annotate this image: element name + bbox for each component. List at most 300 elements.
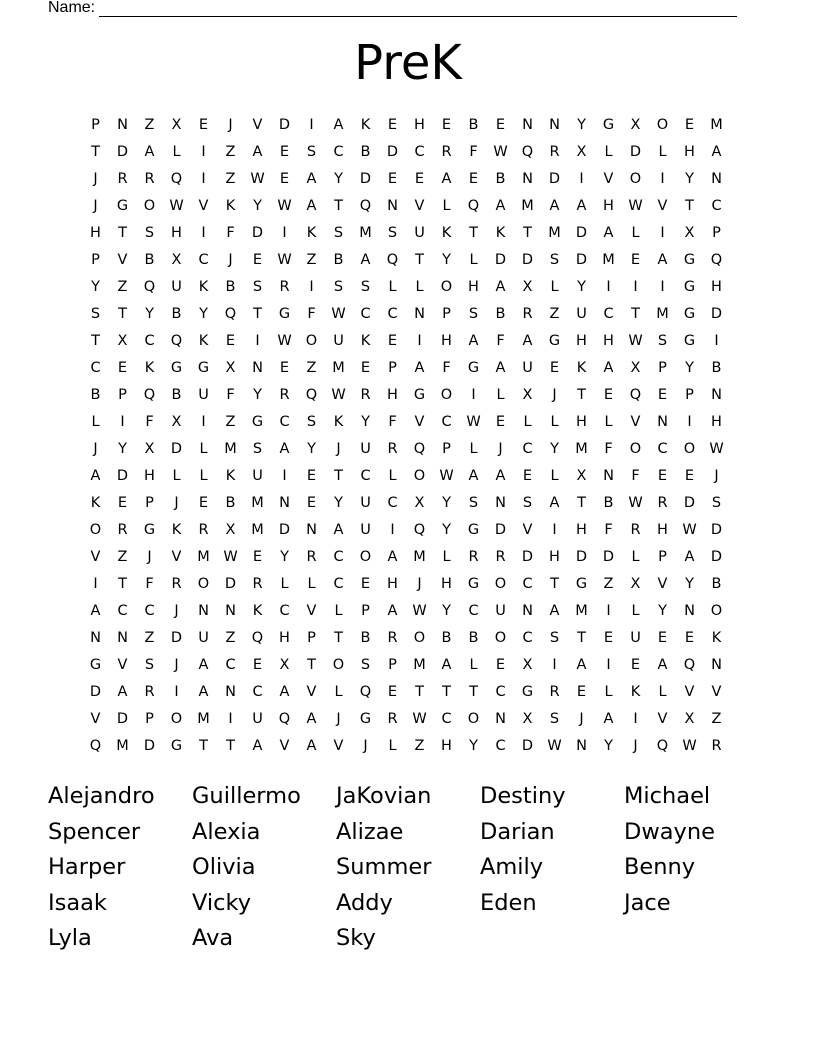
grid-letter: V bbox=[279, 737, 290, 754]
grid-letter: H bbox=[603, 197, 614, 214]
grid-letter: L bbox=[631, 548, 640, 565]
grid-letter: E bbox=[441, 116, 452, 133]
grid-letter: B bbox=[441, 629, 452, 646]
grid-letter: L bbox=[604, 143, 613, 160]
grid-letter: A bbox=[144, 143, 155, 160]
grid-letter: E bbox=[657, 629, 668, 646]
grid-letter: N bbox=[90, 629, 101, 646]
grid-letter: L bbox=[91, 413, 100, 430]
grid-letter: T bbox=[469, 224, 478, 241]
grid-letter: I bbox=[255, 332, 260, 349]
grid-letter: R bbox=[117, 521, 128, 538]
grid-letter: T bbox=[523, 224, 532, 241]
grid-letter: B bbox=[711, 575, 722, 592]
grid-letter: O bbox=[494, 575, 507, 592]
grid-letter: X bbox=[630, 575, 641, 592]
grid-letter: L bbox=[172, 143, 181, 160]
grid-letter: Y bbox=[550, 440, 559, 457]
word-list-item: Spencer bbox=[48, 818, 141, 845]
grid-letter: F bbox=[604, 440, 613, 457]
grid-letter: Q bbox=[413, 521, 426, 538]
grid-letter: E bbox=[387, 116, 398, 133]
grid-letter: N bbox=[198, 602, 209, 619]
grid-letter: M bbox=[359, 224, 372, 241]
grid-letter: L bbox=[442, 197, 451, 214]
grid-letter: E bbox=[495, 116, 506, 133]
grid-letter: Z bbox=[711, 710, 722, 727]
letter-grid bbox=[82, 111, 730, 759]
grid-letter: Q bbox=[359, 683, 372, 700]
grid-letter: R bbox=[549, 143, 560, 160]
grid-letter: A bbox=[252, 737, 263, 754]
grid-letter: R bbox=[387, 440, 398, 457]
grid-letter: A bbox=[603, 710, 614, 727]
grid-letter: F bbox=[226, 386, 235, 403]
grid-letter: D bbox=[575, 548, 588, 565]
grid-letter: C bbox=[360, 305, 371, 322]
grid-letter: A bbox=[306, 710, 317, 727]
grid-letter: H bbox=[441, 737, 452, 754]
grid-letter: Q bbox=[683, 656, 696, 673]
grid-letter: G bbox=[683, 332, 696, 349]
grid-letter: E bbox=[576, 683, 587, 700]
grid-letter: S bbox=[333, 224, 344, 241]
grid-letter: A bbox=[198, 656, 209, 673]
grid-letter: C bbox=[603, 305, 614, 322]
grid-letter: E bbox=[117, 494, 128, 511]
grid-letter: I bbox=[606, 278, 611, 295]
grid-letter: R bbox=[117, 170, 128, 187]
grid-letter: C bbox=[441, 710, 452, 727]
grid-letter: Z bbox=[225, 413, 236, 430]
grid-letter: Z bbox=[144, 116, 155, 133]
grid-letter: N bbox=[657, 413, 668, 430]
grid-letter: Q bbox=[467, 197, 480, 214]
grid-letter: C bbox=[279, 602, 290, 619]
grid-letter: Z bbox=[414, 737, 425, 754]
grid-letter: J bbox=[498, 440, 503, 457]
grid-letter: E bbox=[549, 359, 560, 376]
grid-letter: V bbox=[414, 197, 425, 214]
word-list-item: Destiny bbox=[480, 783, 566, 809]
grid-letter: C bbox=[90, 359, 101, 376]
word-list-item: Jace bbox=[624, 889, 671, 916]
grid-letter: L bbox=[604, 413, 613, 430]
grid-letter: A bbox=[198, 683, 209, 700]
grid-letter: X bbox=[522, 386, 533, 403]
grid-letter: U bbox=[198, 629, 209, 646]
grid-letter: J bbox=[552, 386, 557, 403]
grid-letter: T bbox=[334, 197, 343, 214]
grid-letter: A bbox=[306, 197, 317, 214]
grid-letter: Y bbox=[361, 413, 370, 430]
grid-letter: O bbox=[413, 467, 426, 484]
grid-letter: S bbox=[522, 494, 533, 511]
grid-letter: Q bbox=[710, 251, 723, 268]
grid-letter: U bbox=[522, 359, 533, 376]
grid-letter: Z bbox=[306, 251, 317, 268]
grid-letter: T bbox=[577, 494, 586, 511]
grid-letter: G bbox=[359, 710, 372, 727]
grid-letter: A bbox=[549, 197, 560, 214]
word-list-item: Alizae bbox=[336, 818, 404, 845]
grid-letter: A bbox=[468, 332, 479, 349]
grid-letter: W bbox=[466, 413, 481, 430]
grid-letter: X bbox=[171, 251, 182, 268]
grid-letter: O bbox=[710, 602, 723, 619]
grid-letter: J bbox=[714, 467, 719, 484]
grid-letter: Q bbox=[278, 710, 291, 727]
grid-letter: S bbox=[90, 305, 101, 322]
grid-letter: W bbox=[412, 602, 427, 619]
grid-letter: S bbox=[306, 413, 317, 430]
grid-letter: D bbox=[494, 251, 507, 268]
grid-letter: O bbox=[170, 710, 183, 727]
grid-letter: H bbox=[711, 278, 722, 295]
grid-letter: H bbox=[144, 467, 155, 484]
grid-letter: P bbox=[361, 602, 370, 619]
grid-letter: B bbox=[360, 629, 371, 646]
grid-letter: P bbox=[712, 224, 721, 241]
grid-letter: S bbox=[711, 494, 722, 511]
grid-letter: K bbox=[711, 629, 722, 646]
grid-letter: Y bbox=[91, 278, 100, 295]
grid-letter: P bbox=[685, 386, 694, 403]
grid-letter: D bbox=[386, 143, 399, 160]
grid-letter: D bbox=[116, 467, 129, 484]
grid-letter: H bbox=[549, 548, 560, 565]
grid-letter: F bbox=[496, 332, 505, 349]
grid-letter: D bbox=[170, 440, 183, 457]
grid-letter: S bbox=[144, 656, 155, 673]
grid-letter: I bbox=[633, 278, 638, 295]
grid-letter: N bbox=[549, 116, 560, 133]
grid-letter: K bbox=[198, 278, 209, 295]
grid-letter: J bbox=[579, 710, 584, 727]
grid-letter: M bbox=[413, 656, 426, 673]
grid-letter: D bbox=[89, 683, 102, 700]
grid-letter: O bbox=[629, 440, 642, 457]
grid-letter: E bbox=[252, 251, 263, 268]
grid-letter: G bbox=[413, 386, 426, 403]
grid-letter: V bbox=[117, 656, 128, 673]
grid-letter: T bbox=[550, 575, 559, 592]
grid-letter: B bbox=[333, 251, 344, 268]
grid-letter: G bbox=[170, 359, 183, 376]
grid-letter: G bbox=[467, 575, 480, 592]
grid-letter: Y bbox=[334, 170, 343, 187]
grid-letter: V bbox=[603, 170, 614, 187]
grid-letter: W bbox=[223, 548, 238, 565]
grid-letter: V bbox=[414, 413, 425, 430]
grid-letter: M bbox=[332, 359, 345, 376]
grid-letter: W bbox=[682, 521, 697, 538]
grid-letter: R bbox=[198, 521, 209, 538]
word-list-item: Ava bbox=[192, 925, 234, 951]
grid-letter: U bbox=[576, 305, 587, 322]
grid-letter: I bbox=[633, 710, 638, 727]
grid-letter: G bbox=[197, 359, 210, 376]
grid-letter: B bbox=[468, 116, 479, 133]
grid-letter: V bbox=[252, 116, 263, 133]
grid-letter: T bbox=[118, 224, 127, 241]
grid-letter: A bbox=[603, 224, 614, 241]
grid-letter: H bbox=[468, 278, 479, 295]
grid-letter: U bbox=[495, 602, 506, 619]
grid-letter: P bbox=[388, 656, 397, 673]
grid-letter: F bbox=[145, 575, 154, 592]
word-list-item: Michael bbox=[624, 783, 711, 809]
grid-letter: U bbox=[360, 440, 371, 457]
grid-letter: T bbox=[199, 737, 208, 754]
grid-letter: I bbox=[309, 278, 314, 295]
grid-letter: Y bbox=[442, 494, 451, 511]
grid-letter: I bbox=[228, 710, 233, 727]
grid-letter: Y bbox=[253, 386, 262, 403]
grid-letter: E bbox=[387, 683, 398, 700]
grid-letter: S bbox=[360, 656, 371, 673]
grid-letter: T bbox=[91, 332, 100, 349]
grid-letter: I bbox=[201, 143, 206, 160]
grid-letter: C bbox=[387, 305, 398, 322]
grid-letter: L bbox=[199, 467, 208, 484]
word-list-item: Isaak bbox=[48, 889, 107, 916]
grid-letter: E bbox=[252, 548, 263, 565]
grid-letter: E bbox=[495, 656, 506, 673]
grid-letter: L bbox=[631, 224, 640, 241]
grid-letter: S bbox=[468, 494, 479, 511]
grid-letter: M bbox=[116, 737, 129, 754]
grid-letter: V bbox=[306, 683, 317, 700]
grid-letter: X bbox=[171, 413, 182, 430]
grid-letter: G bbox=[143, 521, 156, 538]
grid-letter: H bbox=[279, 629, 290, 646]
grid-letter: I bbox=[687, 413, 692, 430]
grid-letter: D bbox=[629, 143, 642, 160]
grid-letter: I bbox=[606, 656, 611, 673]
grid-letter: O bbox=[413, 629, 426, 646]
grid-letter: C bbox=[333, 548, 344, 565]
grid-letter: B bbox=[603, 494, 614, 511]
grid-letter: N bbox=[279, 494, 290, 511]
grid-letter: V bbox=[171, 548, 182, 565]
grid-letter: L bbox=[172, 467, 181, 484]
grid-letter: H bbox=[441, 575, 452, 592]
grid-letter: Y bbox=[280, 548, 289, 565]
grid-letter: W bbox=[412, 710, 427, 727]
grid-letter: Y bbox=[199, 305, 208, 322]
word-list-item: Alexia bbox=[192, 818, 261, 845]
grid-letter: W bbox=[682, 737, 697, 754]
grid-letter: L bbox=[658, 683, 667, 700]
grid-letter: W bbox=[250, 170, 265, 187]
grid-letter: P bbox=[442, 305, 451, 322]
grid-letter: S bbox=[252, 278, 263, 295]
grid-letter: P bbox=[658, 359, 667, 376]
grid-letter: L bbox=[388, 467, 397, 484]
word-list-item: Vicky bbox=[192, 889, 252, 916]
grid-letter: W bbox=[628, 197, 643, 214]
grid-letter: V bbox=[306, 602, 317, 619]
grid-letter: R bbox=[279, 278, 290, 295]
grid-letter: L bbox=[442, 548, 451, 565]
grid-letter: H bbox=[387, 386, 398, 403]
grid-letter: T bbox=[577, 629, 586, 646]
grid-letter: K bbox=[225, 197, 236, 214]
grid-letter: I bbox=[579, 170, 584, 187]
grid-letter: C bbox=[279, 413, 290, 430]
grid-letter: Y bbox=[604, 737, 613, 754]
grid-letter: O bbox=[143, 197, 156, 214]
grid-letter: K bbox=[171, 521, 182, 538]
word-list-item: Amily bbox=[480, 854, 544, 880]
grid-letter: K bbox=[252, 602, 263, 619]
grid-letter: M bbox=[575, 602, 588, 619]
grid-letter: M bbox=[413, 548, 426, 565]
grid-letter: D bbox=[710, 305, 723, 322]
grid-letter: M bbox=[575, 440, 588, 457]
grid-letter: D bbox=[143, 737, 156, 754]
grid-letter: L bbox=[388, 737, 397, 754]
grid-letter: G bbox=[683, 251, 696, 268]
grid-letter: G bbox=[683, 305, 696, 322]
grid-letter: W bbox=[628, 494, 643, 511]
grid-letter: V bbox=[630, 413, 641, 430]
grid-letter: I bbox=[282, 224, 287, 241]
grid-letter: A bbox=[306, 737, 317, 754]
grid-letter: A bbox=[333, 116, 344, 133]
grid-letter: D bbox=[548, 170, 561, 187]
grid-letter: C bbox=[387, 494, 398, 511]
grid-letter: B bbox=[171, 386, 182, 403]
grid-letter: I bbox=[282, 467, 287, 484]
grid-letter: E bbox=[279, 170, 290, 187]
grid-letter: C bbox=[333, 143, 344, 160]
grid-letter: J bbox=[228, 116, 233, 133]
grid-letter: N bbox=[117, 629, 128, 646]
grid-letter: L bbox=[550, 278, 559, 295]
grid-letter: L bbox=[496, 386, 505, 403]
grid-letter: O bbox=[359, 548, 372, 565]
grid-letter: O bbox=[629, 170, 642, 187]
grid-letter: U bbox=[252, 710, 263, 727]
grid-letter: R bbox=[522, 305, 533, 322]
grid-letter: E bbox=[684, 629, 695, 646]
grid-letter: H bbox=[576, 413, 587, 430]
grid-letter: D bbox=[251, 224, 264, 241]
grid-letter: P bbox=[658, 548, 667, 565]
grid-letter: Y bbox=[577, 278, 586, 295]
grid-letter: G bbox=[602, 116, 615, 133]
grid-letter: X bbox=[522, 278, 533, 295]
grid-letter: A bbox=[279, 440, 290, 457]
grid-letter: C bbox=[198, 251, 209, 268]
word-list-item: Guillermo bbox=[192, 783, 301, 809]
grid-letter: Y bbox=[577, 116, 586, 133]
grid-letter: R bbox=[387, 629, 398, 646]
grid-letter: I bbox=[390, 521, 395, 538]
grid-letter: V bbox=[657, 575, 668, 592]
grid-letter: A bbox=[522, 332, 533, 349]
grid-letter: C bbox=[441, 413, 452, 430]
grid-letter: I bbox=[309, 116, 314, 133]
grid-letter: X bbox=[144, 440, 155, 457]
grid-letter: S bbox=[252, 440, 263, 457]
grid-letter: Q bbox=[629, 386, 642, 403]
grid-letter: E bbox=[225, 332, 236, 349]
word-list-item: Benny bbox=[624, 854, 696, 880]
word-list-item: Summer bbox=[336, 854, 432, 880]
grid-letter: M bbox=[548, 224, 561, 241]
grid-letter: T bbox=[118, 305, 127, 322]
grid-letter: O bbox=[440, 278, 453, 295]
grid-letter: T bbox=[226, 737, 235, 754]
grid-letter: G bbox=[467, 521, 480, 538]
grid-letter: E bbox=[657, 386, 668, 403]
grid-letter: J bbox=[228, 251, 233, 268]
grid-letter: E bbox=[630, 656, 641, 673]
grid-letter: N bbox=[117, 116, 128, 133]
grid-letter: H bbox=[684, 143, 695, 160]
grid-letter: M bbox=[197, 548, 210, 565]
grid-letter: Y bbox=[307, 440, 316, 457]
grid-letter: E bbox=[198, 494, 209, 511]
grid-letter: M bbox=[251, 494, 264, 511]
grid-letter: L bbox=[280, 575, 289, 592]
page-title: PreK bbox=[354, 35, 462, 91]
grid-letter: H bbox=[657, 521, 668, 538]
grid-letter: O bbox=[440, 386, 453, 403]
grid-letter: R bbox=[144, 170, 155, 187]
grid-letter: E bbox=[306, 494, 317, 511]
grid-letter: W bbox=[439, 467, 454, 484]
grid-letter: N bbox=[603, 467, 614, 484]
grid-letter: A bbox=[90, 467, 101, 484]
grid-letter: R bbox=[441, 143, 452, 160]
grid-letter: T bbox=[415, 683, 424, 700]
grid-letter: N bbox=[711, 170, 722, 187]
grid-letter: A bbox=[576, 656, 587, 673]
grid-letter: I bbox=[471, 386, 476, 403]
grid-letter: J bbox=[417, 575, 422, 592]
grid-letter: S bbox=[549, 710, 560, 727]
grid-letter: O bbox=[656, 116, 669, 133]
grid-letter: E bbox=[657, 467, 668, 484]
grid-letter: J bbox=[336, 440, 341, 457]
grid-letter: T bbox=[469, 683, 478, 700]
grid-letter: Y bbox=[118, 440, 127, 457]
grid-letter: T bbox=[334, 467, 343, 484]
grid-letter: J bbox=[147, 548, 152, 565]
grid-letter: O bbox=[683, 440, 696, 457]
grid-letter: X bbox=[522, 656, 533, 673]
grid-letter: A bbox=[387, 548, 398, 565]
grid-letter: X bbox=[279, 656, 290, 673]
grid-letter: P bbox=[388, 359, 397, 376]
grid-letter: A bbox=[549, 494, 560, 511]
grid-letter: D bbox=[116, 710, 129, 727]
grid-letter: D bbox=[575, 251, 588, 268]
grid-letter: M bbox=[224, 440, 237, 457]
grid-letter: C bbox=[495, 683, 506, 700]
grid-letter: F bbox=[226, 224, 235, 241]
grid-letter: W bbox=[709, 440, 724, 457]
grid-letter: R bbox=[171, 575, 182, 592]
grid-letter: G bbox=[521, 683, 534, 700]
grid-letter: V bbox=[117, 251, 128, 268]
grid-letter: W bbox=[169, 197, 184, 214]
grid-letter: N bbox=[252, 359, 263, 376]
